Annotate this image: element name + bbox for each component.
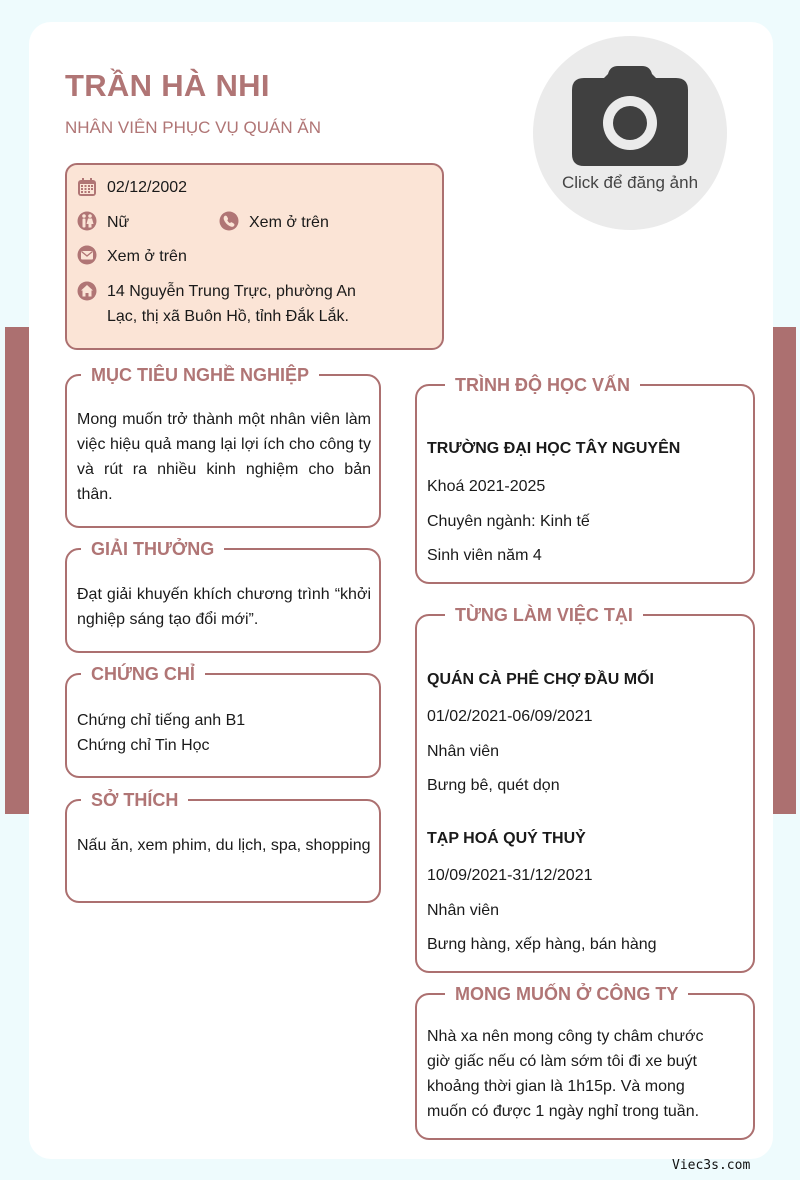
school-name: TRƯỜNG ĐẠI HỌC TÂY NGUYÊN <box>427 440 681 457</box>
left-accent-bar <box>5 327 29 814</box>
education-section <box>415 375 755 584</box>
email-value: Xem ở trên <box>107 248 187 265</box>
hobbies-section <box>65 790 381 903</box>
right-accent-bar <box>772 327 796 814</box>
candidate-name: TRẦN HÀ NHI <box>65 68 270 103</box>
photo-caption: Click để đăng ảnh <box>561 173 699 192</box>
address-value <box>107 279 407 329</box>
contact-info-box <box>65 163 444 350</box>
education-title: TRÌNH ĐỘ HỌC VẤN <box>445 373 640 397</box>
objective-section <box>65 365 381 528</box>
job-company: TẠP HOÁ QUÝ THUỶ <box>427 830 586 847</box>
objective-text: Mong muốn trở thành một nhân viên làm việc hiệu quả mang lại lợi ích cho công ty và rút ra nhiều kinh nghiệm cho bản thân. <box>77 411 371 503</box>
birthdate-value: 02/12/2002 <box>107 179 188 196</box>
job-position: Nhân viên <box>427 902 500 919</box>
job-title: NHÂN VIÊN PHỤC VỤ QUÁN ĂN <box>65 118 321 137</box>
certificates-section <box>65 664 381 778</box>
education-status: Sinh viên năm 4 <box>427 547 542 564</box>
gender-icon <box>77 211 97 231</box>
home-icon <box>77 281 97 301</box>
phone-value: Xem ở trên <box>249 214 329 231</box>
camera-icon <box>572 64 688 166</box>
certificates-title: CHỨNG CHỈ <box>81 662 205 686</box>
calendar-icon <box>77 177 97 197</box>
job-period: 10/09/2021-31/12/2021 <box>427 867 593 884</box>
phone-icon <box>219 211 239 231</box>
experience-section <box>415 605 755 973</box>
job-period: 01/02/2021-06/09/2021 <box>427 708 593 725</box>
awards-title: GIẢI THƯỞNG <box>81 537 224 561</box>
education-major: Chuyên ngành: Kinh tế <box>427 513 590 530</box>
address-line-1: 14 Nguyễn Trung Trực, phường An <box>107 283 356 300</box>
certificate-item: Chứng chỉ Tin Học <box>77 737 210 754</box>
hobbies-text: Nấu ăn, xem phim, du lịch, spa, shopping <box>77 837 371 854</box>
site-watermark: Viec3s.com <box>672 1158 751 1173</box>
certificates-list <box>77 708 371 758</box>
experience-title: TỪNG LÀM VIỆC TẠI <box>445 603 643 627</box>
gender-value: Nữ <box>107 214 130 231</box>
job-duties: Bưng hàng, xếp hàng, bán hàng <box>427 936 657 953</box>
awards-section <box>65 539 381 653</box>
expectations-section <box>415 984 755 1140</box>
job-company: QUÁN CÀ PHÊ CHỢ ĐẦU MỐI <box>427 671 654 688</box>
education-period: Khoá 2021-2025 <box>427 478 546 495</box>
expectations-title: MONG MUỐN Ở CÔNG TY <box>445 982 688 1006</box>
awards-text: Đạt giải khuyến khích chương trình “khởi nghiệp sáng tạo đổi mới”. <box>77 586 371 628</box>
job-position: Nhân viên <box>427 743 500 760</box>
address-line-2: Lạc, thị xã Buôn Hồ, tỉnh Đắk Lắk. <box>107 308 349 325</box>
email-icon <box>77 245 97 265</box>
expectations-text: Nhà xa nên mong công ty châm chước giờ giấc nếu có làm sớm tôi đi xe buýt khoảng thời gian là 1h15p. Và mong muốn có được 1 ngày nghỉ trong tuần. <box>427 1028 704 1120</box>
photo-upload-button[interactable] <box>533 36 727 230</box>
certificate-item: Chứng chỉ tiếng anh B1 <box>77 712 246 729</box>
job-duties: Bưng bê, quét dọn <box>427 777 560 794</box>
objective-title: MỤC TIÊU NGHỀ NGHIỆP <box>81 363 319 387</box>
hobbies-title: SỞ THÍCH <box>81 788 188 812</box>
